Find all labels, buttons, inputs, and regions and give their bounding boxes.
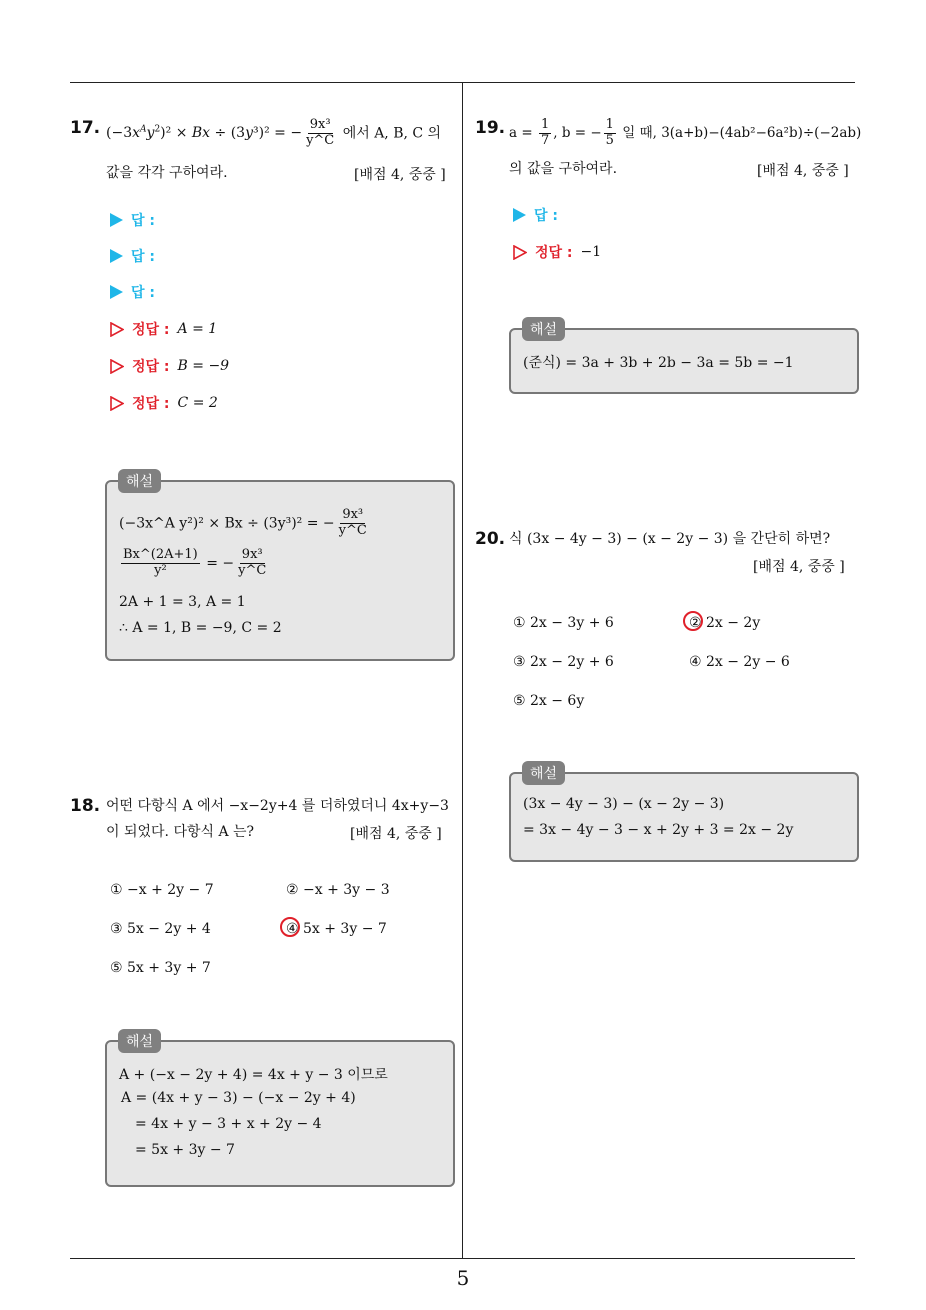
- question-17-number: 17.: [70, 118, 101, 138]
- q17-sol-line4: ∴ A = 1, B = −9, C = 2: [119, 620, 282, 636]
- question-20-meta: [배점 4, 중중 ]: [753, 559, 845, 575]
- play-icon: [513, 208, 526, 222]
- triangle-outline-icon: [513, 245, 527, 260]
- question-20-number: 20.: [475, 529, 506, 549]
- q20-solution-box: [509, 772, 859, 862]
- q20-choice-2[interactable]: ② 2x − 2y: [689, 615, 761, 631]
- q19-answer-row: 답 :: [513, 205, 558, 225]
- q17-sol-line3: 2A + 1 = 3, A = 1: [119, 594, 246, 610]
- q17-solution-box: [105, 480, 455, 661]
- q18-choice-2[interactable]: ② −x + 3y − 3: [286, 882, 390, 898]
- q17-sol-line2: $\frac{Bx\^{}(2A+1)}{\text{y²}}$ = − $\frac{\text{9x³}}{y\^{}C}$: [123, 547, 267, 578]
- q19-correct-row: 정답 : −1: [513, 242, 601, 262]
- q17-fraction: $\frac{\text{9x³}}{y\^{}C}$: [306, 117, 335, 148]
- question-19-line1: a = $\frac{1}{7}$ , b = − $\frac{1}{5}$ 일 때, 3(a+b)−(4ab²−6a²b)÷(−2ab): [509, 117, 862, 148]
- q17-answer-row-3: 답 :: [110, 282, 155, 302]
- question-17-line1: $(-3x^Ay^2)^2 \times Bx \div (3y^3)^2$ = − $\frac{\text{9x³}}{y\^{}C}$ 에서 A, B, C 의: [106, 117, 442, 148]
- triangle-outline-icon: [110, 359, 124, 374]
- play-icon: [110, 249, 123, 263]
- q20-choice-3[interactable]: ③ 2x − 2y + 6: [513, 654, 614, 670]
- question-20-line1: 식 (3x − 4y − 3) − (x − 2y − 3) 을 간단히 하면?: [509, 531, 831, 547]
- q17-expr: $(-3x^Ay^2)^2 \times Bx \div (3y^3)^2$ = −: [106, 124, 303, 142]
- q17-correct-row-3: 정답 : C = 2: [110, 393, 218, 413]
- question-18-line1: 어떤 다항식 A 에서 −x−2y+4 를 더하였더니 4x+y−3: [106, 798, 449, 814]
- triangle-outline-icon: [110, 396, 124, 411]
- bottom-rule: [70, 1258, 855, 1259]
- q18-choice-1[interactable]: ① −x + 2y − 7: [110, 882, 214, 898]
- q19-sol-line: (준식) = 3a + 3b + 2b − 3a = 5b = −1: [523, 355, 794, 371]
- question-18-line2: 이 되었다. 다항식 A 는?: [106, 824, 255, 840]
- q18-sol-line1: A + (−x − 2y + 4) = 4x + y − 3 이므로: [119, 1067, 388, 1083]
- selected-circle-mark: [683, 611, 703, 631]
- q20-sol-line2: = 3x − 4y − 3 − x + 2y + 3 = 2x − 2y: [523, 822, 794, 838]
- question-18-meta: [배점 4, 중중 ]: [350, 826, 442, 842]
- q17-solution-tag: 해설: [118, 469, 161, 493]
- triangle-outline-icon: [110, 322, 124, 337]
- column-divider: [462, 82, 463, 1258]
- question-19-number: 19.: [475, 118, 506, 138]
- q20-choice-1[interactable]: ① 2x − 3y + 6: [513, 615, 614, 631]
- question-17-line2: 값을 각각 구하여라.: [106, 165, 228, 181]
- q17-correct-row-2: 정답 : B = −9: [110, 356, 229, 376]
- q20-sol-line1: (3x − 4y − 3) − (x − 2y − 3): [523, 796, 725, 812]
- q18-choice-5[interactable]: ⑤ 5x + 3y + 7: [110, 960, 211, 976]
- q17-answer-row-2: 답 :: [110, 246, 155, 266]
- q18-solution-box: [105, 1040, 455, 1187]
- question-18-number: 18.: [70, 796, 101, 816]
- selected-circle-mark: [280, 917, 300, 937]
- play-icon: [110, 213, 123, 227]
- q20-choice-5[interactable]: ⑤ 2x − 6y: [513, 693, 585, 709]
- q18-sol-line2: A = (4x + y − 3) − (−x − 2y + 4): [121, 1090, 356, 1106]
- q17-answer-row-1: 답 :: [110, 210, 155, 230]
- question-19-line2: 의 값을 구하여라.: [509, 161, 618, 177]
- q18-choice-3[interactable]: ③ 5x − 2y + 4: [110, 921, 211, 937]
- q19-solution-tag: 해설: [522, 317, 565, 341]
- q18-sol-line4: = 5x + 3y − 7: [135, 1142, 235, 1158]
- q20-choice-4[interactable]: ④ 2x − 2y − 6: [689, 654, 790, 670]
- question-19-meta: [배점 4, 중중 ]: [757, 163, 849, 179]
- q20-solution-tag: 해설: [522, 761, 565, 785]
- q17-correct-row-1: 정답 : A = 1: [110, 319, 217, 339]
- question-17-meta: [배점 4, 중중 ]: [354, 167, 446, 183]
- q17-sol-line1: (−3x^A y²)² × Bx ÷ (3y³)² = − $\frac{\text{9x³}}{y\^{}C}$: [119, 507, 367, 538]
- page-number: 5: [456, 1266, 470, 1290]
- q18-solution-tag: 해설: [118, 1029, 161, 1053]
- q18-sol-line3: = 4x + y − 3 + x + 2y − 4: [135, 1116, 322, 1132]
- play-icon: [110, 285, 123, 299]
- q18-choice-4[interactable]: ④ 5x + 3y − 7: [286, 921, 387, 937]
